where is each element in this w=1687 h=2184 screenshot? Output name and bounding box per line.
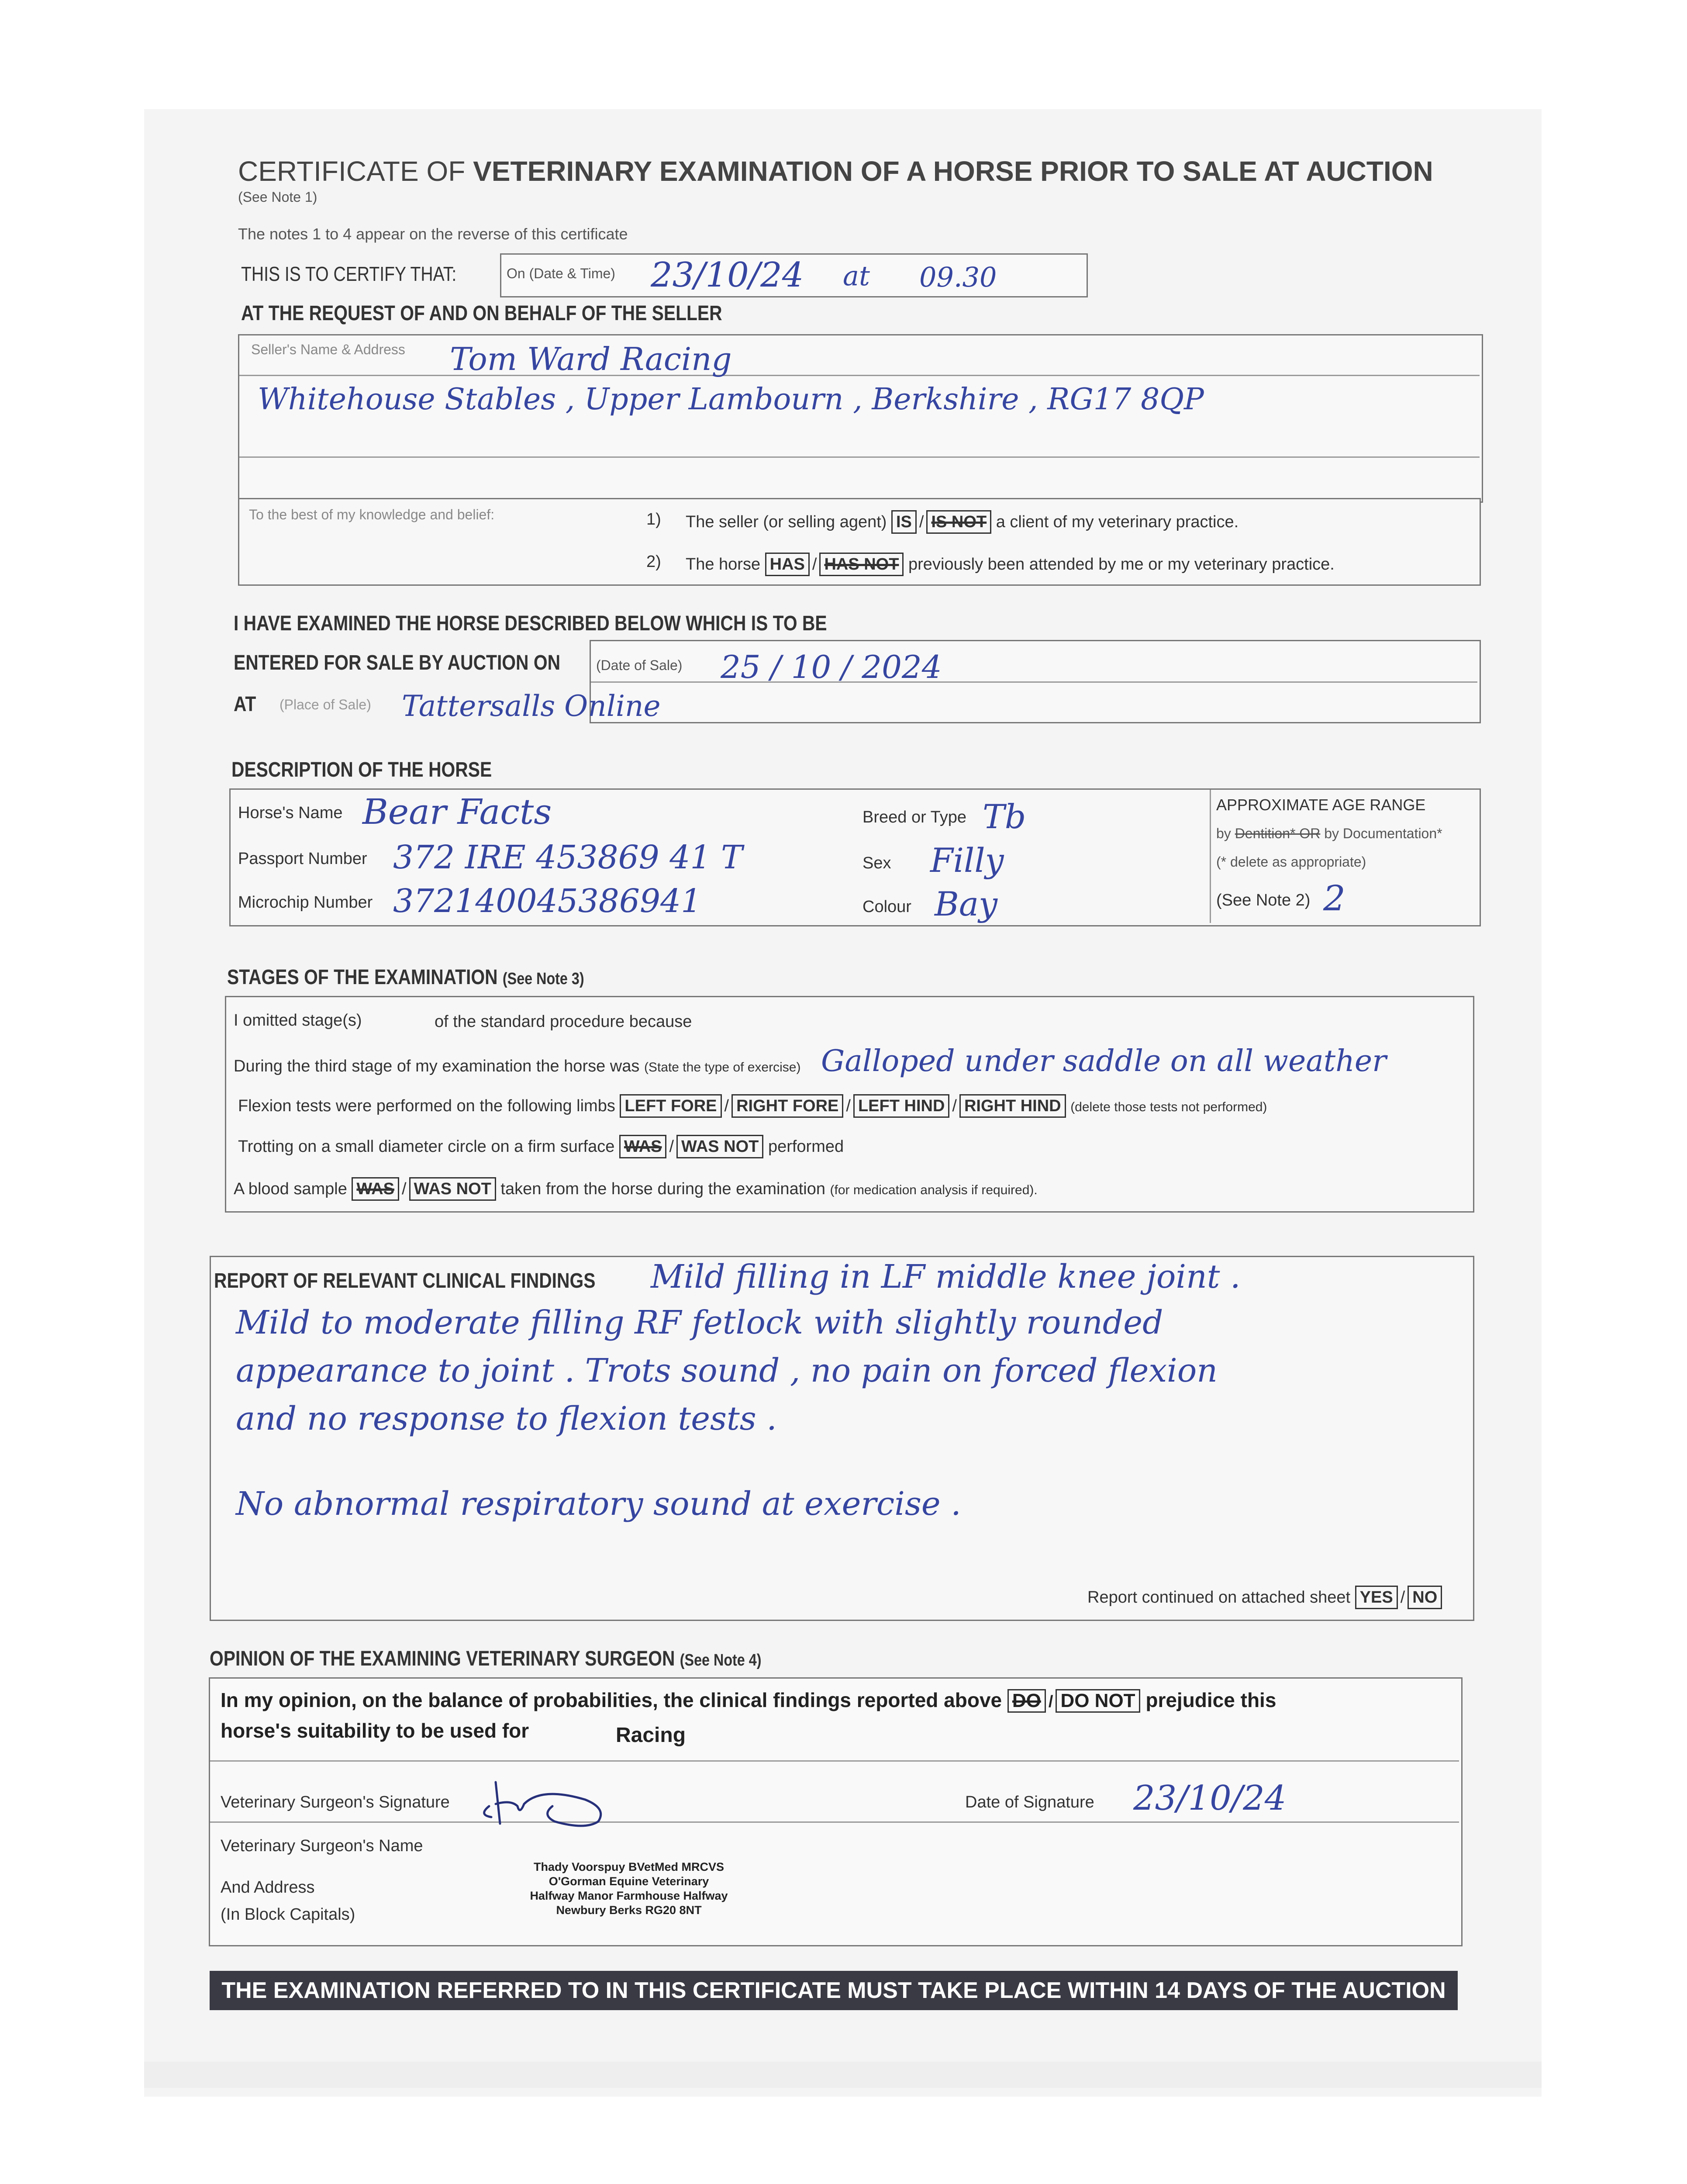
date-of-signature-value: 23/10/24: [1133, 1779, 1287, 1818]
has-not-option[interactable]: HAS NOT: [819, 553, 904, 576]
seller-client-question: The seller (or selling agent) IS / IS NOT a client of my veterinary practice.: [686, 510, 1239, 534]
opinion-text-line2: horse's suitability to be used for: [221, 1719, 529, 1742]
certify-label: THIS IS TO CERTIFY THAT:: [241, 263, 457, 285]
report-heading: REPORT OF RELEVANT CLINICAL FINDINGS: [214, 1269, 596, 1292]
place-of-sale-value: Tattersalls Online: [402, 689, 661, 723]
third-stage-label: During the third stage of my examination the horse was (State the type of exercise): [234, 1057, 801, 1075]
trot-was-not-option[interactable]: WAS NOT: [676, 1135, 763, 1158]
block-capitals-label: (In Block Capitals): [221, 1905, 355, 1924]
age-by-line: by Dentition* OR by Documentation*: [1216, 826, 1442, 841]
examined-heading: I HAVE EXAMINED THE HORSE DESCRIBED BELOW WHICH IS TO BE: [234, 612, 827, 635]
exam-time-value: 09.30: [919, 261, 997, 293]
sex-value: Filly: [930, 841, 1004, 880]
horse-name-value: Bear Facts: [362, 791, 552, 832]
stages-heading: STAGES OF THE EXAMINATION (See Note 3): [227, 966, 584, 989]
passport-value: 372 IRE 453869 41 T: [393, 839, 743, 876]
seller-heading: AT THE REQUEST OF AND ON BEHALF OF THE SELLER: [241, 302, 722, 325]
seller-name-value: Tom Ward Racing: [450, 341, 732, 377]
sex-label: Sex: [862, 854, 891, 872]
report-line-5: No abnormal respiratory sound at exercise .: [236, 1485, 961, 1523]
date-of-signature-label: Date of Signature: [965, 1793, 1094, 1811]
breed-value: Tb: [983, 797, 1026, 836]
at-word: at: [843, 260, 870, 292]
date-time-label: On (Date & Time): [507, 266, 615, 281]
blood-was-not-option[interactable]: WAS NOT: [409, 1177, 496, 1201]
blood-sample-row: A blood sample WAS / WAS NOT taken from the horse during the examination (for medication analysis if required).: [234, 1177, 1038, 1201]
vet-stamp: Thady Voorspuy BVetMed MRCVS O'Gorman Equine Veterinary Halfway Manor Farmhouse Halfway Newbury Berks RG20 8NT: [530, 1860, 728, 1917]
horse-name-label: Horse's Name: [238, 804, 343, 822]
is-option[interactable]: IS: [891, 510, 917, 534]
has-option[interactable]: HAS: [765, 553, 810, 576]
third-stage-value: Galloped under saddle on all weather: [821, 1044, 1387, 1078]
report-line-3: appearance to joint . Trots sound , no pain on forced flexion: [236, 1352, 1218, 1389]
certificate-title: CERTIFICATE OF VETERINARY EXAMINATION OF A HORSE PRIOR TO SALE AT AUCTION: [238, 156, 1433, 187]
knowledge-label: To the best of my knowledge and belief:: [249, 507, 495, 522]
microchip-value: 372140045386941: [393, 882, 702, 920]
surgeon-name-label: Veterinary Surgeon's Name: [221, 1837, 423, 1855]
continued-no-option[interactable]: NO: [1408, 1586, 1442, 1609]
blood-was-option[interactable]: WAS: [352, 1177, 399, 1201]
sale-heading: ENTERED FOR SALE BY AUCTION ON: [234, 651, 561, 674]
signature-label: Veterinary Surgeon's Signature: [221, 1793, 450, 1811]
sale-at-label: AT: [234, 693, 256, 716]
place-of-sale-label: (Place of Sale): [279, 697, 371, 712]
do-option[interactable]: DO: [1007, 1689, 1046, 1713]
passport-label: Passport Number: [238, 850, 367, 868]
age-range-heading: APPROXIMATE AGE RANGE: [1216, 796, 1426, 814]
right-fore-option[interactable]: RIGHT FORE: [731, 1094, 843, 1118]
notes-line: The notes 1 to 4 appear on the reverse of this certificate: [238, 225, 628, 243]
trotting-row: Trotting on a small diameter circle on a firm surface WAS / WAS NOT performed: [238, 1135, 844, 1158]
breed-label: Breed or Type: [862, 808, 967, 826]
seller-name-label: Seller's Name & Address: [251, 342, 405, 357]
continued-yes-option[interactable]: YES: [1355, 1586, 1398, 1609]
report-line-4: and no response to flexion tests .: [236, 1400, 777, 1438]
q1-number: 1): [646, 510, 661, 529]
colour-value: Bay: [935, 885, 998, 923]
right-hind-option[interactable]: RIGHT HIND: [959, 1094, 1066, 1118]
seller-field[interactable]: [238, 334, 1483, 503]
report-continued-row: Report continued on attached sheet YES / NO: [1087, 1586, 1442, 1609]
omitted-post: of the standard procedure because: [435, 1013, 692, 1031]
exam-date-value: 23/10/24: [651, 256, 804, 295]
age-note: (See Note 2): [1216, 891, 1311, 909]
do-not-option[interactable]: DO NOT: [1056, 1689, 1140, 1713]
surgeon-address-label: And Address: [221, 1878, 315, 1897]
opinion-heading: OPINION OF THE EXAMINING VETERINARY SURGEON (See Note 4): [210, 1647, 762, 1670]
left-fore-option[interactable]: LEFT FORE: [620, 1094, 721, 1118]
omitted-label: I omitted stage(s): [234, 1011, 362, 1030]
flexion-row: Flexion tests were performed on the following limbs LEFT FORE / RIGHT FORE / LEFT HIND / RIGHT HIND (delete those tests not performed): [238, 1094, 1267, 1118]
signature-image: [476, 1773, 673, 1830]
age-delete-note: (* delete as appropriate): [1216, 854, 1366, 870]
colour-label: Colour: [862, 898, 911, 916]
trot-was-option[interactable]: WAS: [619, 1135, 667, 1158]
seller-address-value: Whitehouse Stables , Upper Lambourn , Berkshire , RG17 8QP: [258, 382, 1204, 417]
left-hind-option[interactable]: LEFT HIND: [853, 1094, 949, 1118]
opinion-text: In my opinion, on the balance of probabilities, the clinical findings reported above DO / DO NOT prejudice this: [221, 1688, 1276, 1713]
sale-date-label: (Date of Sale): [596, 657, 683, 673]
description-heading: DESCRIPTION OF THE HORSE: [231, 758, 492, 781]
see-note-1: (See Note 1): [238, 189, 317, 205]
report-line-2: Mild to moderate filling RF fetlock with slightly rounded: [236, 1304, 1163, 1341]
report-line-1: Mild filling in LF middle knee joint .: [651, 1258, 1241, 1296]
intended-use-value: Racing: [616, 1724, 686, 1747]
q2-number: 2): [646, 553, 661, 571]
age-value: 2: [1323, 878, 1345, 919]
microchip-label: Microchip Number: [238, 893, 373, 912]
horse-attended-question: The horse HAS / HAS NOT previously been attended by me or my veterinary practice.: [686, 553, 1335, 576]
sale-date-value: 25 / 10 / 2024: [721, 649, 942, 685]
footer-banner: THE EXAMINATION REFERRED TO IN THIS CERTIFICATE MUST TAKE PLACE WITHIN 14 DAYS OF THE AUCTION: [210, 1971, 1458, 2010]
scan-edge: [144, 2062, 1542, 2088]
is-not-option[interactable]: IS NOT: [926, 510, 991, 534]
